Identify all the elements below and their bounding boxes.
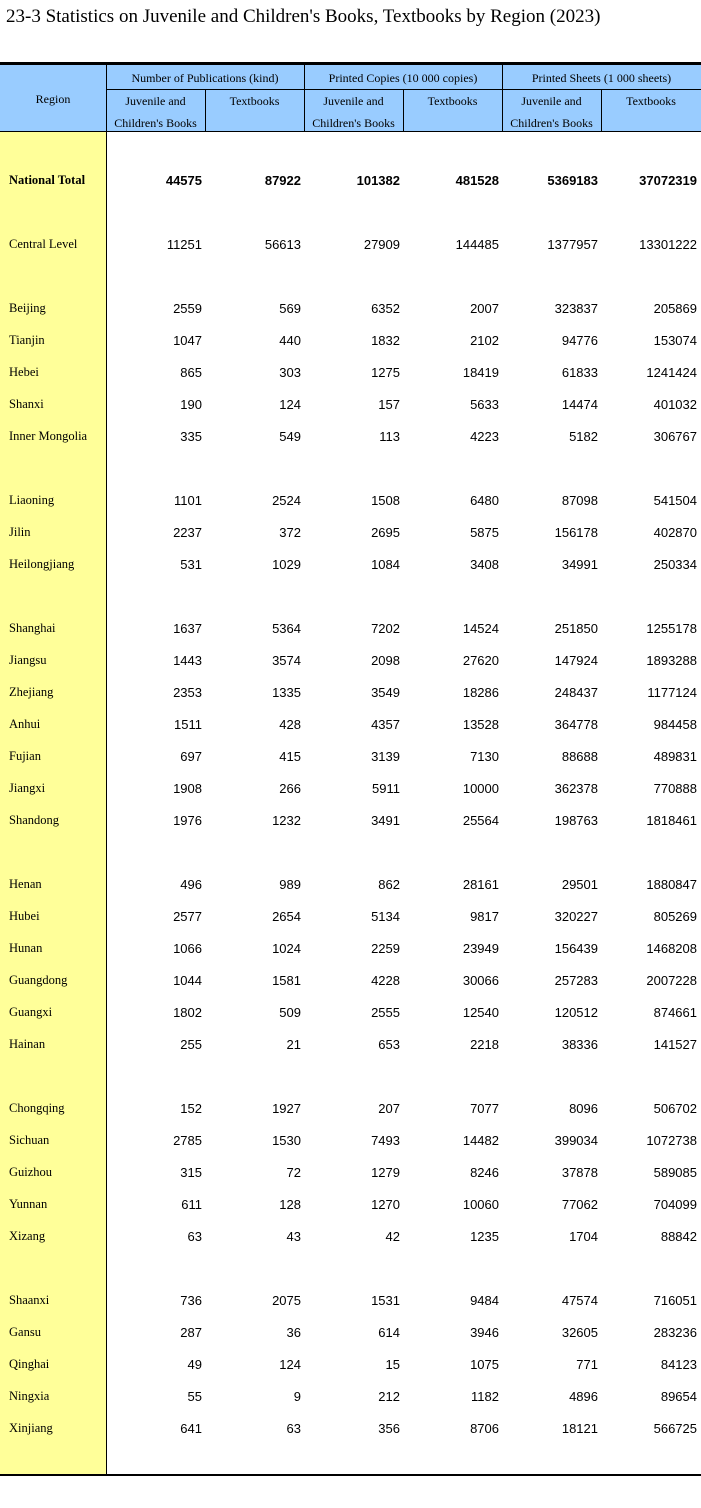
table-cell: 124 bbox=[279, 1357, 301, 1372]
table-row bbox=[0, 906, 701, 928]
subheader-line: Children's Books bbox=[114, 116, 197, 130]
table-cell: 144485 bbox=[455, 237, 499, 252]
table-cell: 1511 bbox=[174, 717, 202, 732]
table-cell: 569 bbox=[279, 301, 301, 316]
table-cell: 250334 bbox=[653, 557, 697, 572]
table-cell: 697 bbox=[180, 749, 202, 764]
table-cell: 212 bbox=[378, 1389, 400, 1404]
table-cell: 11251 bbox=[166, 237, 202, 252]
table-cell: 315 bbox=[180, 1165, 202, 1180]
table-cell: 496 bbox=[180, 877, 202, 892]
table-row bbox=[0, 330, 701, 352]
table-row bbox=[0, 714, 701, 736]
table-cell: 989 bbox=[279, 877, 301, 892]
table-cell: 38336 bbox=[561, 1037, 598, 1052]
table-cell: 402870 bbox=[653, 525, 697, 540]
table-row bbox=[0, 746, 701, 768]
table-cell: 1066 bbox=[173, 941, 202, 956]
subheader-line: Textbooks bbox=[626, 94, 676, 108]
region-name: Tianjin bbox=[9, 333, 45, 347]
region-name: Central Level bbox=[9, 237, 78, 251]
table-cell: 156178 bbox=[554, 525, 598, 540]
table-cell: 34991 bbox=[561, 557, 598, 572]
table-cell: 704099 bbox=[653, 1197, 697, 1212]
table-cell: 1637 bbox=[173, 621, 202, 636]
table-cell: 1084 bbox=[371, 557, 400, 572]
table-cell: 415 bbox=[279, 749, 301, 764]
table-cell: 2007228 bbox=[646, 973, 697, 988]
table-cell: 266 bbox=[279, 781, 301, 796]
table-cell: 1832 bbox=[371, 333, 400, 348]
data-table bbox=[0, 62, 701, 1477]
table-cell: 56613 bbox=[264, 237, 301, 252]
subheader-line: Juvenile and bbox=[521, 94, 582, 108]
table-cell: 2524 bbox=[272, 493, 301, 508]
region-name: Guangdong bbox=[9, 973, 68, 987]
table-cell: 7077 bbox=[470, 1101, 499, 1116]
table-cell: 44575 bbox=[165, 173, 202, 188]
table-cell: 63 bbox=[187, 1229, 202, 1244]
subheader-juvenile bbox=[106, 89, 205, 132]
table-cell: 4357 bbox=[371, 717, 400, 732]
table-row bbox=[0, 1034, 701, 1056]
header-region: Region bbox=[0, 62, 106, 134]
region-name: Sichuan bbox=[9, 1133, 50, 1147]
table-cell: 5182 bbox=[569, 429, 598, 444]
table-cell: 120512 bbox=[554, 1005, 598, 1020]
table-cell: 3408 bbox=[470, 557, 499, 572]
table-cell: 4223 bbox=[470, 429, 499, 444]
table-cell: 5875 bbox=[470, 525, 499, 540]
table-cell: 3491 bbox=[371, 813, 400, 828]
region-name: Hubei bbox=[9, 909, 40, 923]
table-cell: 88842 bbox=[660, 1229, 697, 1244]
table-cell: 1241424 bbox=[646, 365, 697, 380]
table-cell: 77062 bbox=[561, 1197, 598, 1212]
table-row bbox=[0, 1290, 701, 1312]
table-cell: 2559 bbox=[173, 301, 202, 316]
table-cell: 88688 bbox=[561, 749, 598, 764]
table-cell: 2007 bbox=[470, 301, 499, 316]
table-cell: 1531 bbox=[371, 1293, 400, 1308]
table-cell: 49 bbox=[187, 1357, 202, 1372]
table-cell: 84123 bbox=[660, 1357, 697, 1372]
table-cell: 805269 bbox=[653, 909, 697, 924]
table-cell: 28161 bbox=[462, 877, 499, 892]
header-group-publications: Number of Publications (kind) bbox=[106, 62, 304, 89]
table-cell: 5364 bbox=[272, 621, 301, 636]
table-cell: 1927 bbox=[272, 1101, 301, 1116]
table-cell: 10060 bbox=[462, 1197, 499, 1212]
table-cell: 7130 bbox=[470, 749, 499, 764]
table-cell: 1468208 bbox=[646, 941, 697, 956]
subheader-juvenile bbox=[304, 89, 403, 132]
subheader-textbooks bbox=[403, 89, 502, 132]
table-cell: 14482 bbox=[462, 1133, 499, 1148]
region-name: Fujian bbox=[9, 749, 41, 763]
table-row bbox=[0, 970, 701, 992]
divider bbox=[106, 62, 107, 131]
table-cell: 113 bbox=[379, 429, 400, 444]
table-row bbox=[0, 1194, 701, 1216]
table-row bbox=[0, 1226, 701, 1248]
table-cell: 42 bbox=[385, 1229, 400, 1244]
table-cell: 566725 bbox=[653, 1421, 697, 1436]
table-cell: 30066 bbox=[462, 973, 499, 988]
table-cell: 128 bbox=[279, 1197, 301, 1212]
table-cell: 1908 bbox=[173, 781, 202, 796]
subheader-line: Juvenile and bbox=[323, 94, 384, 108]
table-row bbox=[0, 938, 701, 960]
table-cell: 1232 bbox=[272, 813, 301, 828]
table-row bbox=[0, 810, 701, 832]
table-cell: 1177124 bbox=[647, 685, 697, 700]
table-row bbox=[0, 1162, 701, 1184]
table-cell: 2577 bbox=[173, 909, 202, 924]
table-cell: 94776 bbox=[561, 333, 598, 348]
table-cell: 2218 bbox=[470, 1037, 499, 1052]
table-cell: 306767 bbox=[653, 429, 697, 444]
region-name: Yunnan bbox=[9, 1197, 48, 1211]
divider bbox=[403, 89, 404, 131]
region-name: Guizhou bbox=[9, 1165, 53, 1179]
table-cell: 47574 bbox=[561, 1293, 598, 1308]
table-cell: 8706 bbox=[470, 1421, 499, 1436]
table-cell: 207 bbox=[378, 1101, 400, 1116]
subheader-juvenile bbox=[502, 89, 601, 132]
table-cell: 141527 bbox=[653, 1037, 697, 1052]
table-cell: 27909 bbox=[363, 237, 400, 252]
table-cell: 1270 bbox=[371, 1197, 400, 1212]
table-cell: 372 bbox=[279, 525, 301, 540]
table-cell: 1182 bbox=[471, 1389, 499, 1404]
table-cell: 1818461 bbox=[646, 813, 697, 828]
region-name: Jiangxi bbox=[9, 781, 46, 795]
table-cell: 874661 bbox=[653, 1005, 697, 1020]
table-cell: 531 bbox=[180, 557, 202, 572]
table-cell: 9817 bbox=[470, 909, 499, 924]
table-cell: 29501 bbox=[561, 877, 598, 892]
table-cell: 2075 bbox=[272, 1293, 301, 1308]
table-cell: 4228 bbox=[371, 973, 400, 988]
table-row bbox=[0, 234, 701, 256]
table-row bbox=[0, 554, 701, 576]
region-name: Hunan bbox=[9, 941, 43, 955]
table-cell: 1024 bbox=[272, 941, 301, 956]
table-cell: 862 bbox=[378, 877, 400, 892]
table-cell: 156439 bbox=[554, 941, 598, 956]
header-group-copies: Printed Copies (10 000 copies) bbox=[304, 62, 502, 89]
table-cell: 1235 bbox=[470, 1229, 499, 1244]
table-cell: 1047 bbox=[173, 333, 202, 348]
region-name: Beijing bbox=[9, 301, 46, 315]
table-cell: 18419 bbox=[462, 365, 499, 380]
table-cell: 5911 bbox=[372, 781, 400, 796]
table-cell: 2785 bbox=[173, 1133, 202, 1148]
table-cell: 248437 bbox=[554, 685, 598, 700]
table-cell: 1377957 bbox=[547, 237, 598, 252]
table-cell: 2098 bbox=[371, 653, 400, 668]
table-cell: 323837 bbox=[554, 301, 598, 316]
table-cell: 399034 bbox=[554, 1133, 598, 1148]
table-cell: 5633 bbox=[470, 397, 499, 412]
page-title: 23-3 Statistics on Juvenile and Children's Books, Textbooks by Region (2023) bbox=[6, 6, 601, 27]
region-name: Inner Mongolia bbox=[9, 429, 88, 443]
table-cell: 101382 bbox=[356, 173, 400, 188]
region-name: Xinjiang bbox=[9, 1421, 53, 1435]
table-cell: 7202 bbox=[371, 621, 400, 636]
table-row bbox=[0, 1322, 701, 1344]
region-name: Henan bbox=[9, 877, 42, 891]
region-name: Shaanxi bbox=[9, 1293, 50, 1307]
region-name: Guangxi bbox=[9, 1005, 53, 1019]
header-group-sheets: Printed Sheets (1 000 sheets) bbox=[502, 62, 701, 89]
table-row bbox=[0, 1130, 701, 1152]
region-name: Jilin bbox=[9, 525, 31, 539]
table-row bbox=[0, 682, 701, 704]
table-cell: 15 bbox=[385, 1357, 400, 1372]
table-cell: 9484 bbox=[470, 1293, 499, 1308]
table-row bbox=[0, 618, 701, 640]
table-cell: 6352 bbox=[371, 301, 400, 316]
table-row bbox=[0, 1386, 701, 1408]
divider bbox=[601, 89, 602, 131]
table-cell: 509 bbox=[279, 1005, 301, 1020]
table-cell: 2555 bbox=[371, 1005, 400, 1020]
table-cell: 614 bbox=[378, 1325, 400, 1340]
table-cell: 55 bbox=[187, 1389, 202, 1404]
region-name: Shanxi bbox=[9, 397, 44, 411]
table-cell: 1255178 bbox=[646, 621, 697, 636]
table-cell: 1976 bbox=[173, 813, 202, 828]
region-name: Zhejiang bbox=[9, 685, 54, 699]
table-cell: 198763 bbox=[554, 813, 598, 828]
table-cell: 287 bbox=[180, 1325, 202, 1340]
subheader-textbooks bbox=[205, 89, 304, 132]
table-cell: 865 bbox=[180, 365, 202, 380]
table-row bbox=[0, 1418, 701, 1440]
table-cell: 152 bbox=[180, 1101, 202, 1116]
divider bbox=[502, 62, 503, 131]
table-cell: 481528 bbox=[455, 173, 499, 188]
table-cell: 147924 bbox=[554, 653, 598, 668]
table-row bbox=[0, 778, 701, 800]
table-cell: 1044 bbox=[173, 973, 202, 988]
table-cell: 25564 bbox=[462, 813, 499, 828]
table-cell: 283236 bbox=[653, 1325, 697, 1340]
table-cell: 2695 bbox=[371, 525, 400, 540]
table-cell: 23949 bbox=[462, 941, 499, 956]
table-cell: 257283 bbox=[554, 973, 598, 988]
table-cell: 4896 bbox=[569, 1389, 598, 1404]
region-name: Qinghai bbox=[9, 1357, 50, 1371]
table-cell: 1443 bbox=[173, 653, 202, 668]
region-name: Ningxia bbox=[9, 1389, 50, 1403]
table-cell: 1335 bbox=[272, 685, 301, 700]
table-row bbox=[0, 1098, 701, 1120]
table-cell: 13301222 bbox=[639, 237, 697, 252]
table-cell: 3946 bbox=[470, 1325, 499, 1340]
table-cell: 1029 bbox=[272, 557, 301, 572]
table-cell: 716051 bbox=[653, 1293, 697, 1308]
table-cell: 1508 bbox=[371, 493, 400, 508]
table-cell: 1880847 bbox=[646, 877, 697, 892]
table-cell: 37072319 bbox=[639, 173, 697, 188]
table-cell: 611 bbox=[181, 1197, 202, 1212]
table-cell: 1072738 bbox=[646, 1133, 697, 1148]
table-cell: 61833 bbox=[561, 365, 598, 380]
region-name: Hebei bbox=[9, 365, 39, 379]
table-cell: 356 bbox=[378, 1421, 400, 1436]
table-cell: 1802 bbox=[173, 1005, 202, 1020]
table-cell: 124 bbox=[279, 397, 301, 412]
table-cell: 1893288 bbox=[646, 653, 697, 668]
region-name: Anhui bbox=[9, 717, 41, 731]
region-name: Shandong bbox=[9, 813, 59, 827]
subheader-line: Textbooks bbox=[229, 94, 280, 108]
table-row bbox=[0, 650, 701, 672]
table-row bbox=[0, 1354, 701, 1376]
table-cell: 3139 bbox=[371, 749, 400, 764]
table-cell: 489831 bbox=[653, 749, 697, 764]
table-cell: 190 bbox=[180, 397, 202, 412]
table-cell: 18121 bbox=[561, 1421, 598, 1436]
table-cell: 1101 bbox=[174, 493, 202, 508]
table-cell: 18286 bbox=[462, 685, 499, 700]
table-cell: 8246 bbox=[470, 1165, 499, 1180]
region-name: Shanghai bbox=[9, 621, 56, 635]
table-cell: 9 bbox=[293, 1389, 301, 1404]
table-cell: 641 bbox=[180, 1421, 202, 1436]
table-cell: 320227 bbox=[554, 909, 598, 924]
table-cell: 5369183 bbox=[547, 173, 598, 188]
table-row bbox=[0, 522, 701, 544]
table-cell: 3574 bbox=[272, 653, 301, 668]
region-name: Heilongjiang bbox=[9, 557, 75, 571]
subheader-line: Textbooks bbox=[427, 94, 478, 108]
table-cell: 63 bbox=[286, 1421, 301, 1436]
table-cell: 27620 bbox=[462, 653, 499, 668]
subheader-line: Children's Books bbox=[510, 116, 593, 130]
divider bbox=[205, 89, 206, 131]
table-cell: 1279 bbox=[371, 1165, 400, 1180]
table-cell: 506702 bbox=[653, 1101, 697, 1116]
table-cell: 1530 bbox=[272, 1133, 301, 1148]
table-cell: 14524 bbox=[462, 621, 499, 636]
region-name: Hainan bbox=[9, 1037, 46, 1051]
table-cell: 589085 bbox=[653, 1165, 697, 1180]
table-row bbox=[0, 298, 701, 320]
table-cell: 5134 bbox=[371, 909, 400, 924]
table-cell: 736 bbox=[180, 1293, 202, 1308]
table-cell: 770888 bbox=[653, 781, 697, 796]
region-name: Gansu bbox=[9, 1325, 41, 1339]
table-cell: 12540 bbox=[462, 1005, 499, 1020]
table-cell: 32605 bbox=[561, 1325, 598, 1340]
region-name: Xizang bbox=[9, 1229, 46, 1243]
table-cell: 7493 bbox=[371, 1133, 400, 1148]
table-cell: 153074 bbox=[653, 333, 697, 348]
table-cell: 984458 bbox=[653, 717, 697, 732]
table-cell: 2353 bbox=[173, 685, 202, 700]
region-name: Liaoning bbox=[9, 493, 55, 507]
table-row bbox=[0, 874, 701, 896]
table-row bbox=[0, 490, 701, 512]
region-name: Jiangsu bbox=[9, 653, 47, 667]
table-cell: 255 bbox=[180, 1037, 202, 1052]
table-cell: 771 bbox=[576, 1357, 598, 1372]
table-cell: 2237 bbox=[173, 525, 202, 540]
table-cell: 541504 bbox=[653, 493, 697, 508]
table-cell: 36 bbox=[286, 1325, 301, 1340]
table-row bbox=[0, 170, 701, 192]
region-name: National Total bbox=[9, 173, 86, 187]
table-cell: 72 bbox=[286, 1165, 301, 1180]
bottom-rule bbox=[0, 1474, 701, 1476]
table-cell: 1275 bbox=[371, 365, 400, 380]
table-cell: 401032 bbox=[653, 397, 697, 412]
table-cell: 2259 bbox=[371, 941, 400, 956]
table-cell: 14474 bbox=[561, 397, 598, 412]
table-cell: 157 bbox=[378, 397, 400, 412]
table-cell: 3549 bbox=[371, 685, 400, 700]
table-cell: 43 bbox=[286, 1229, 301, 1244]
divider bbox=[304, 62, 305, 131]
table-cell: 1704 bbox=[569, 1229, 598, 1244]
table-row bbox=[0, 362, 701, 384]
table-cell: 89654 bbox=[660, 1389, 697, 1404]
table-cell: 87922 bbox=[264, 173, 301, 188]
table-cell: 428 bbox=[279, 717, 301, 732]
table-cell: 440 bbox=[279, 333, 301, 348]
table-row bbox=[0, 426, 701, 448]
subheader-textbooks bbox=[601, 89, 701, 132]
table-cell: 362378 bbox=[554, 781, 598, 796]
subheader-line: Children's Books bbox=[312, 116, 395, 130]
table-cell: 335 bbox=[180, 429, 202, 444]
table-cell: 13528 bbox=[462, 717, 499, 732]
table-cell: 8096 bbox=[569, 1101, 598, 1116]
table-cell: 205869 bbox=[653, 301, 697, 316]
table-cell: 21 bbox=[286, 1037, 301, 1052]
table-cell: 1075 bbox=[470, 1357, 499, 1372]
table-cell: 2654 bbox=[272, 909, 301, 924]
table-cell: 251850 bbox=[554, 621, 598, 636]
table-row bbox=[0, 394, 701, 416]
table-cell: 10000 bbox=[462, 781, 499, 796]
table-cell: 2102 bbox=[470, 333, 499, 348]
table-cell: 1581 bbox=[272, 973, 301, 988]
table-row bbox=[0, 1002, 701, 1024]
table-cell: 364778 bbox=[554, 717, 598, 732]
table-cell: 37878 bbox=[561, 1165, 598, 1180]
table-cell: 653 bbox=[378, 1037, 400, 1052]
table-cell: 549 bbox=[279, 429, 301, 444]
region-name: Chongqing bbox=[9, 1101, 65, 1115]
table-cell: 303 bbox=[279, 365, 301, 380]
table-cell: 87098 bbox=[561, 493, 598, 508]
table-cell: 6480 bbox=[470, 493, 499, 508]
subheader-line: Juvenile and bbox=[125, 94, 186, 108]
